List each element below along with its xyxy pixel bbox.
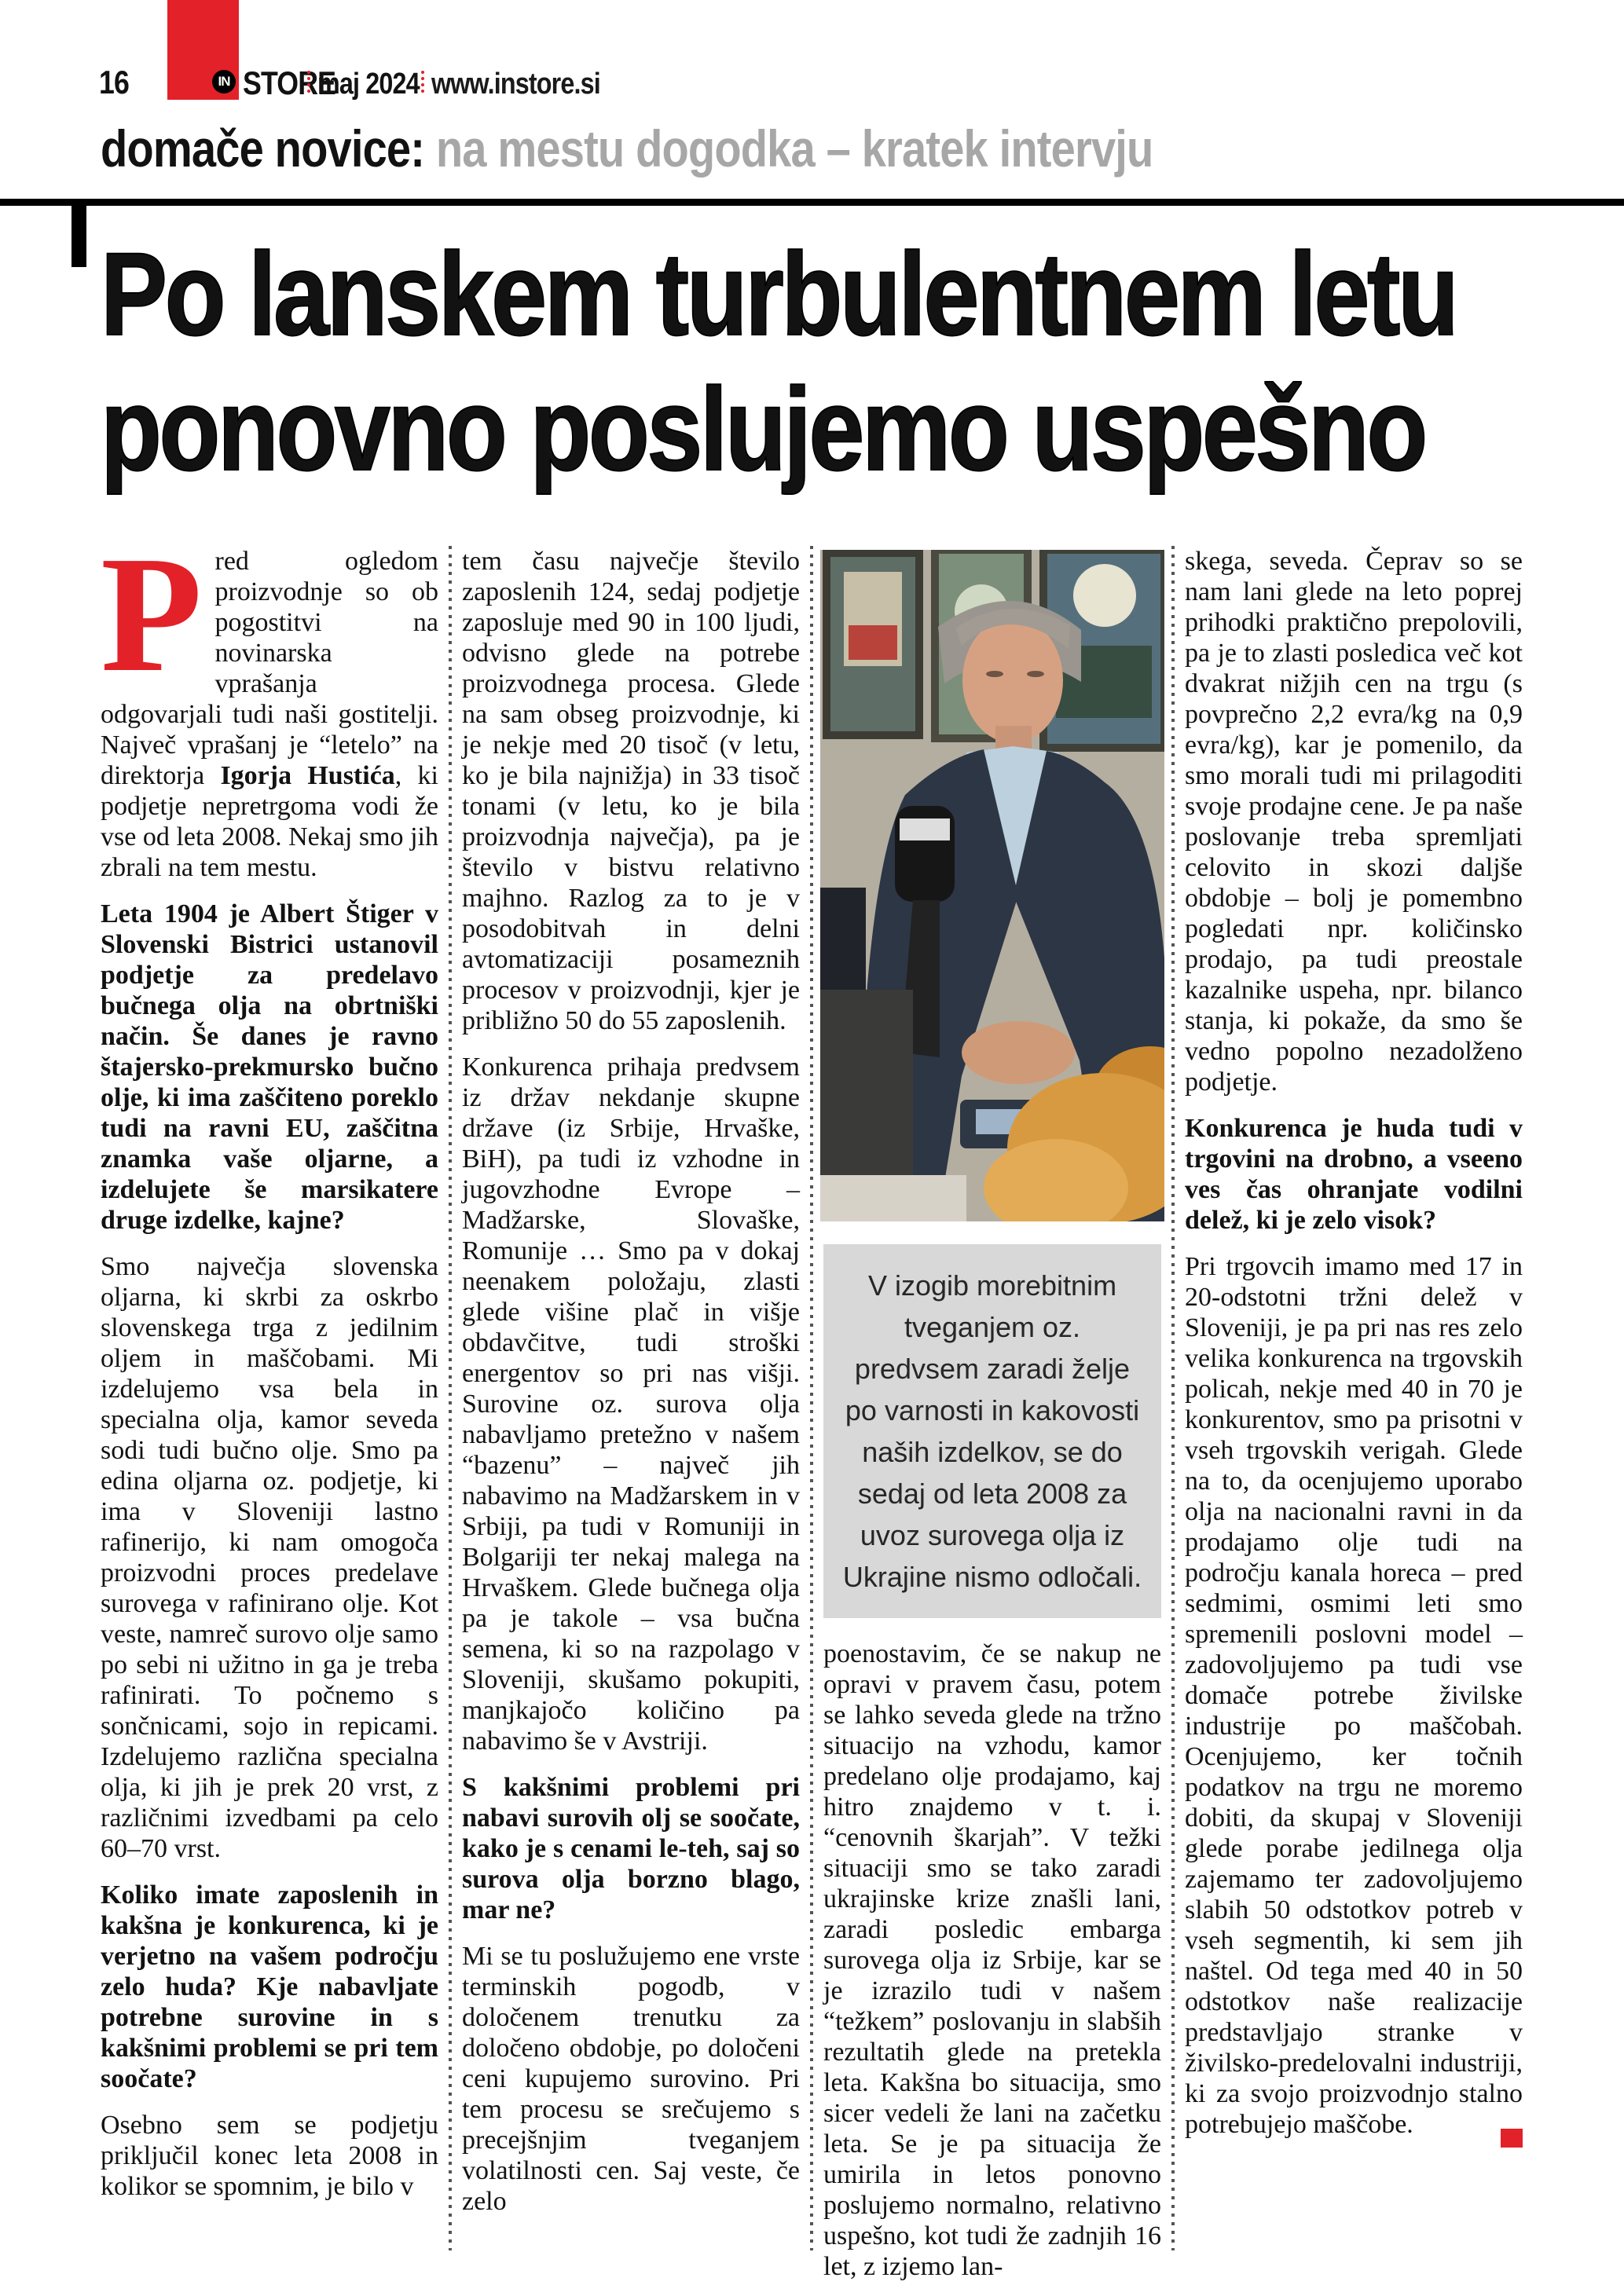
masthead-separator-icon — [307, 71, 310, 93]
interview-photo — [820, 550, 1164, 1221]
masthead-separator-icon — [421, 71, 424, 93]
answer-paragraph: Pri trgovcih imamo med 17 in 20-odstotni tržni delež v Sloveniji, je pa pri nas res zelo velika konkurenca na trgovskih policah, nekje med 40 in 70 je konkurentov, smo pa prisotni v vseh trgovskih verigah. Glede na to, da ocenjujemo uporabo olja na nacionalni ravni in da prodajamo olje tudi na področju kanala horeca – pred sedmimi, osmimi leti smo spremenili poslovni model – zadovoljujemo pa tudi vse domače potrebe živilske industrije po maščobah. Ocenjujemo, ker točnih podatkov na trgu ne moremo dobiti, da skupaj v Sloveniji glede porabe jedilnega olja zajemamo ter zadovoljujemo slabih 50 odstotkov potreb v vseh segmentih, ki sem jih naštel. Od tega med 40 in 50 odstotkov naše realizacije predstavljajo stranke v živilsko-predelovalni industriji, ki za svojo proizvodnjo stalno potrebujejo maščobe. — [1185, 1252, 1523, 2139]
website-url: www.instore.si — [431, 68, 600, 101]
header-rule — [0, 199, 1624, 206]
answer-paragraph: Osebno sem se podjetju priključil konec leta 2008 in kolikor se spomnim, je bilo v — [101, 2111, 438, 2201]
article-headline — [101, 226, 1457, 496]
headline-line: ponovno poslujemo uspešno — [101, 363, 1425, 495]
instore-logo-icon: IN — [212, 70, 236, 93]
kicker-section-label: domače novice: — [101, 119, 425, 178]
kicker-topic-label: na mestu dogodka – kratek intervju — [424, 119, 1153, 178]
director-name: Igorja Hustića — [220, 761, 395, 790]
question-paragraph: Koliko imate zaposlenih in kakšna je konkurenca, ki je verjetno na vašem področju zelo huda? Kje nabavljate potrebne surovine in s kakšnimi problemi se pri tem soočate? — [101, 1880, 438, 2093]
column-separator — [810, 546, 813, 2250]
end-square-icon — [1501, 2129, 1523, 2148]
article-column-4 — [1185, 546, 1523, 2155]
answer-paragraph: skega, seveda. Čeprav so se nam lani glede na leto poprej prihodki praktično prepolovili, pa je to zlasti posledica več kot dvakrat nižjih cen na trgu (s povprečno 2,2 evra/kg na 0,9 evra/kg), kar je pomenilo, da smo morali tudi mi prilagoditi svoje prodajne cene. Je pa naše poslovanje treba spremljati celovito in skozi daljše obdobje – bolj je pomembno pogledati npr. količinsko prodajo, pa tudi preostale kazalnike uspeha, npr. bilanco stanja, ki pokaže, da smo še vedno popolno nezadolženo podjetje. — [1185, 547, 1523, 1097]
column-separator — [449, 546, 452, 2250]
article-column-1 — [101, 522, 439, 2217]
pull-quote: V izogib morebitnim tveganjem oz. predvsem zaradi želje po varnosti in kakovosti naših izdelkov, se do sedaj od leta 2008 za uvoz surovega olja iz Ukrajine nismo odločali. — [823, 1244, 1161, 1618]
page-number: 16 — [99, 64, 130, 101]
dropcap-letter: P — [101, 522, 203, 706]
section-kicker — [101, 119, 1153, 178]
answer-paragraph: poenostavim, če se nakup ne opravi v pravem času, potem se lahko seveda glede na tržno situacijo na vzhodu, kamor predelano olje prodajamo, kaj hitro znajdemo v t. i. “cenovnih škarjah”. V težki situaciji smo se tako zaradi ukrajinske krize znašli lani, zaradi posledic embarga surovega olja iz Srbije, kar se je izrazilo tudi v našem “težkem” poslovanju in slabših rezultatih glede na pretekla leta. Kakšna bo situacija, smo sicer vedeli že lani na začetku leta. Se je pa situacija že umirila in letos ponovno poslujemo normalno, relativno uspešno, kot tudi že zadnjih 16 let, z izjemo lan- — [823, 1639, 1161, 2281]
title-left-bar — [71, 206, 86, 267]
answer-paragraph: Mi se tu poslužujemo ene vrste terminskih pogodb, v določenem trenutku za določeno obdobje, po določeni ceni kupujemo surovino. Pri tem procesu se srečujemo s precejšnjim tveganjem volatilnosti cen. Saj veste, če zelo — [462, 1942, 800, 2216]
headline-line: Po lanskem turbulentnem letu — [101, 228, 1457, 360]
issue-date: maj 2024 — [317, 68, 420, 101]
answer-paragraph: Konkurenca prihaja predvsem iz držav nekdanje skupne države (iz Srbije, Hrvaške, BiH), pa tudi iz vzhodne in jugovzhodne Evrope – Madžarske, Slovaške, Romunije … Smo pa v dokaj neenakem položaju, zlasti glede višine plač in višje obdavčitve, tudi stroški energentov so pri nas višji. Surovine oz. surova olja nabavljamo pretežno v našem “bazenu” – največ jih nabavimo na Madžarskem in v Srbiji, pa tudi v Romuniji in Bolgariji ter nekaj malega na Hrvaškem. Glede bučnega olja pa je takole – vsa bučna semena, ki so na razpolago v Sloveniji, skušamo pokupiti, manjkajočo količino pa nabavimo še v Avstriji. — [462, 1053, 800, 1756]
question-paragraph: S kakšnimi problemi pri nabavi surovih olj se soočate, kako je s cenami le-teh, saj so surova olja borzno blago, mar ne? — [462, 1773, 800, 1924]
instore-logo-text: STORE — [243, 64, 336, 101]
intro-paragraph: Pred ogledom proizvodnje so ob pogostitvi na novinarska vprašanja odgovarjali tudi naši gostitelji. Največ vprašanj je “letelo” na direktorja Igorja Hustića, ki podjetje nepretrgoma vodi že vse od leta 2008. Nekaj smo jih zbrali na tem mestu. — [101, 522, 439, 882]
article-column-3-text — [823, 1639, 1161, 2282]
question-paragraph: Leta 1904 je Albert Štiger v Slovenski Bistrici ustanovil podjetje za predelavo bučnega olja na obrtniški način. Še danes je ravno štajersko-prekmursko bučno olje, ki ima zaščiteno poreklo tudi na ravni EU, zaščitna znamka vaše oljarne, a izdelujete še marsikatere druge izdelke, kajne? — [101, 899, 438, 1235]
article-column-3 — [823, 546, 1161, 2296]
question-paragraph: Konkurenca je huda tudi v trgovini na drobno, a vseeno ves čas ohranjate vodilni delež, ki je zelo visok? — [1185, 1114, 1523, 1235]
answer-paragraph: tem času največje število zaposlenih 124, sedaj podjetje zaposluje med 90 in 100 ljudi, odvisno glede na potrebe proizvodnega procesa. Glede na sam obseg proizvodnje, ki je nekje med 20 tisoč (v letu, ko je bila najnižja) in 33 tisoč tonami (v letu, ko je bila proizvodnja največja), pa je število v bistvu relativno majhno. Razlog za to je v posodobitvah in delni avtomatizaciji posameznih procesov v proizvodnji, kjer je približno 50 do 55 zaposlenih. — [462, 547, 800, 1035]
article-column-2 — [462, 546, 800, 2232]
answer-paragraph: Smo največja slovenska oljarna, ki skrbi za oskrbo slovenskega trga z jedilnim oljem in maščobami. Mi izdelujemo vsa bela in specialna olja, kamor seveda sodi tudi bučno olje. Smo pa edina oljarna oz. podjetje, ki ima v Sloveniji lastno rafinerijo, ki nam omogoča proizvodni proces predelave surovega v rafinirano olje. Kot veste, namreč surovo olje samo po sebi ni užitno in ga je treba rafinirati. To počnemo s sončnicami, sojo in repicami. Izdelujemo različna specialna olja, ki jih je prek 20 vrst, z različnimi izvedbami pa celo 60–70 vrst. — [101, 1252, 438, 1863]
column-separator — [1171, 546, 1175, 2250]
